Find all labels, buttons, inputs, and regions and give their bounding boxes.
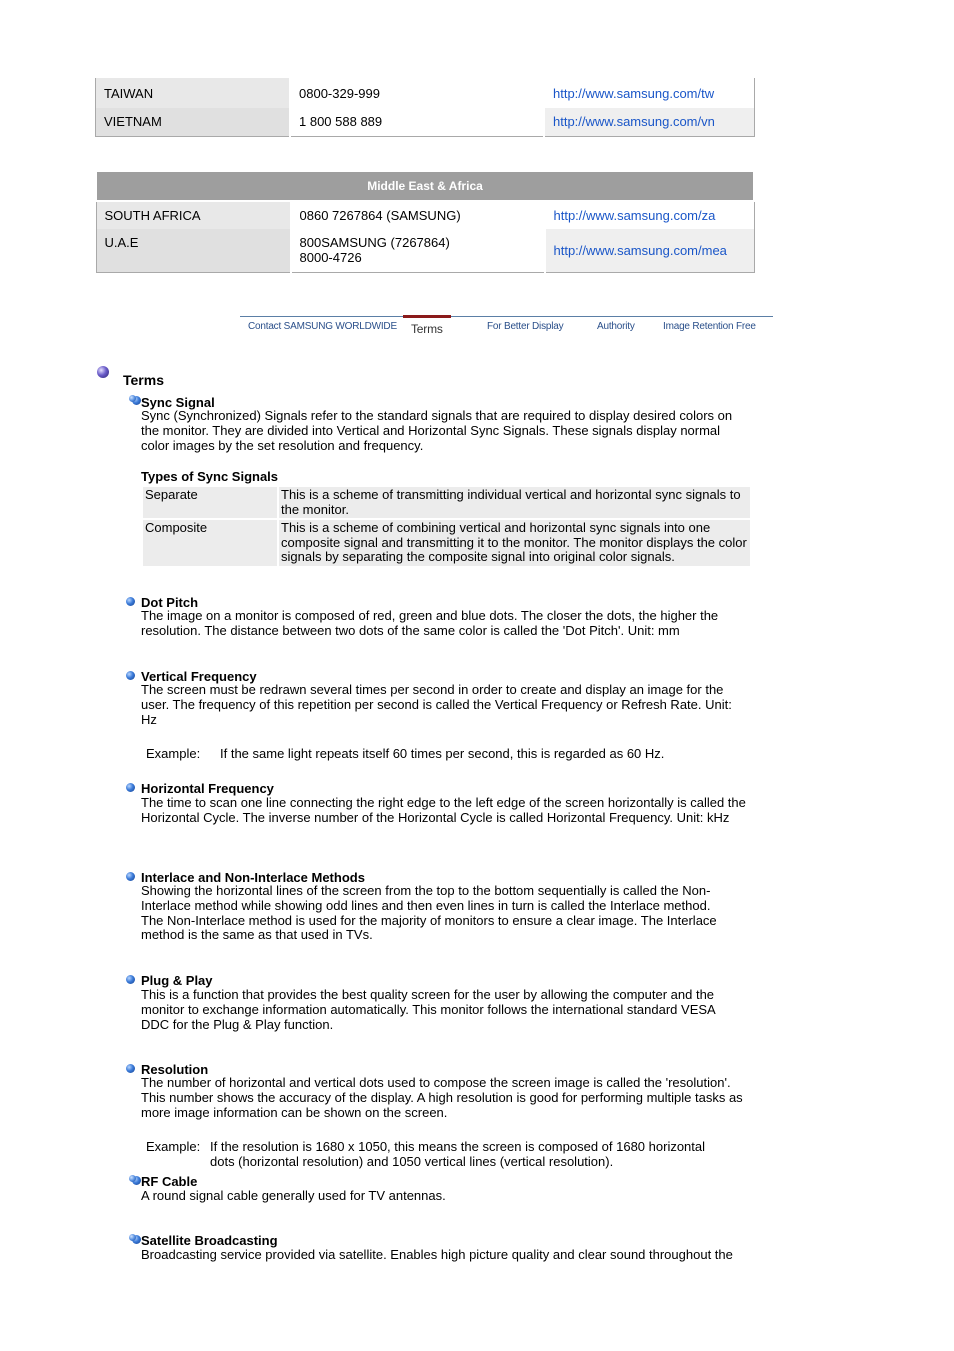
example-text: If the resolution is 1680 x 1050, this means the screen is composed of 1680 horizontal dots (horizontal resolution) and 1050 vertical lines (vertical resolution). — [210, 1139, 706, 1169]
term-text: A round signal cable generally used for TV antennas. — [141, 1188, 446, 1203]
tab-image-retention-free[interactable]: Image Retention Free — [663, 321, 756, 332]
term-text: Showing the horizontal lines of the screen from the top to the bottom sequentially is called the Non-Interlace method while showing odd lines and then even lines in turn is called the Interlace method. The Non-Interlace method is used for the majority of monitors to ensure a clear image. The Interlace method is the same as that used in TVs. — [141, 883, 717, 943]
term-text: The screen must be redrawn several times per second in order to create and display an image for the user. The frequency of this repetition per second is called the Vertical Frequency or Refresh Rate. Unit: Hz — [141, 682, 732, 727]
asia-contact-table — [95, 78, 755, 137]
term-text: The image on a monitor is composed of red, green and blue dots. The closer the dots, the higher the resolution. The distance between two dots of the same color is called the 'Dot Pitch'. Unit: mm — [141, 608, 719, 638]
tab-authority[interactable]: Authority — [597, 321, 635, 332]
example-text: If the same light repeats itself 60 times per second, this is regarded as 60 Hz. — [220, 746, 665, 761]
table-row — [96, 201, 754, 229]
sync-type-desc: This is a scheme of combining vertical and horizontal sync signals into one composite signal and transmitting it to the monitor. The monitor displays the color signals by separating the composite signal into original color signals. — [279, 520, 750, 566]
bullet-icon — [126, 1064, 135, 1073]
table-row — [143, 520, 750, 566]
country-cell: TAIWAN — [96, 78, 291, 108]
bullet-icon — [126, 671, 135, 680]
website-link[interactable]: http://www.samsung.com/vn — [553, 114, 715, 130]
tab-better-display[interactable]: For Better Display — [487, 321, 564, 332]
term-text: Sync (Synchronized) Signals refer to the standard signals that are required to display desired colors on the monitor. They are divided into Vertical and Horizontal Sync Signals. These signals display normal color images by the set resolution and frequency. — [141, 408, 733, 453]
phone-cell: 0860 7267864 (SAMSUNG) — [291, 201, 545, 229]
bullet-icon — [132, 396, 141, 405]
term-title: Resolution — [141, 1062, 209, 1077]
website-link[interactable]: http://www.samsung.com/tw — [553, 85, 715, 101]
subsection-title: Types of Sync Signals — [141, 469, 279, 484]
bullet-icon — [126, 597, 135, 606]
table-row — [96, 108, 755, 136]
phone-line: 8000-4726 — [299, 250, 362, 266]
term-title: Dot Pitch — [141, 595, 199, 610]
sync-type-name: Composite — [143, 520, 277, 566]
bullet-icon — [126, 872, 135, 881]
tab-terms[interactable]: Terms — [403, 315, 451, 346]
bullet-icon — [126, 975, 135, 984]
term-title: Interlace and Non-Interlace Methods — [141, 870, 365, 885]
term-title: Sync Signal — [141, 395, 215, 410]
example-label: Example: — [146, 746, 201, 761]
table-row — [143, 487, 750, 518]
phone-cell: 0800-329-999 — [290, 78, 544, 108]
phone-cell: 1 800 588 889 — [290, 108, 544, 136]
phone-cell — [291, 229, 545, 272]
region-header: Middle East & Africa — [96, 171, 754, 201]
bullet-icon — [132, 1176, 141, 1185]
sync-types-table — [141, 485, 752, 568]
phone-line: 800SAMSUNG (7267864) — [299, 235, 450, 251]
bullet-icon — [126, 783, 135, 792]
term-title: Vertical Frequency — [141, 669, 257, 684]
country-cell: U.A.E — [96, 229, 291, 272]
sync-type-desc: This is a scheme of transmitting individual vertical and horizontal sync signals to the monitor. — [279, 487, 750, 518]
term-title: Satellite Broadcasting — [141, 1233, 278, 1248]
term-text: The time to scan one line connecting the right edge to the left edge of the screen horizontally is called the Horizontal Cycle. The inverse number of the Horizontal Cycle is called Horizontal Frequency. Unit: kHz — [141, 795, 746, 825]
sync-type-name: Separate — [143, 487, 277, 518]
website-link[interactable]: http://www.samsung.com/mea — [553, 242, 727, 258]
section-title: Terms — [123, 372, 164, 388]
term-title: Horizontal Frequency — [141, 781, 274, 796]
tab-contact-worldwide[interactable]: Contact SAMSUNG WORLDWIDE — [248, 321, 397, 332]
section-tab-bar — [240, 316, 773, 343]
table-row — [96, 229, 754, 272]
bullet-icon — [132, 1235, 141, 1244]
term-title: Plug & Play — [141, 973, 213, 988]
website-link[interactable]: http://www.samsung.com/za — [553, 208, 716, 223]
term-text: Broadcasting service provided via satellite. Enables high picture quality and clear sound throughout the — [141, 1247, 733, 1262]
country-cell: VIETNAM — [96, 108, 291, 136]
example-label: Example: — [146, 1139, 201, 1154]
term-text: This is a function that provides the best quality screen for the user by allowing the computer and the monitor to exchange information automatically. This monitor follows the international standard VESA DDC for the Plug & Play function. — [141, 987, 715, 1032]
country-cell: SOUTH AFRICA — [96, 201, 291, 229]
mea-contact-table — [95, 170, 755, 273]
bullet-icon — [97, 366, 109, 378]
table-row — [96, 78, 755, 108]
term-title: RF Cable — [141, 1174, 198, 1189]
term-text: The number of horizontal and vertical dots used to compose the screen image is called the 'resolution'. This number shows the accuracy of the display. A high resolution is good for performing multiple tasks as more image information can be shown on the screen. — [141, 1075, 743, 1120]
